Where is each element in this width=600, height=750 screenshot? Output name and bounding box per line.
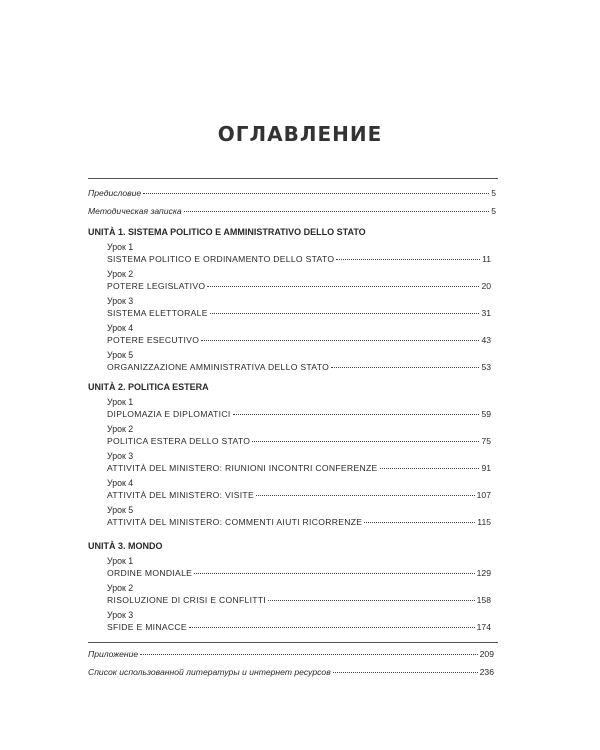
toc-entry[interactable] xyxy=(107,567,491,579)
dot-leader xyxy=(210,313,480,314)
dot-leader xyxy=(331,367,479,368)
entry-topic: POLITICA ESTERA DELLO STATO xyxy=(107,436,251,446)
entry-page: 59 xyxy=(481,409,491,419)
entry-topic: RISOLUZIONE DI CRISI E CONFLITTI xyxy=(107,595,267,605)
lesson-label: Урок 1 xyxy=(107,556,134,566)
toc-entry-bibliography[interactable] xyxy=(88,666,494,678)
toc-entry[interactable] xyxy=(107,621,491,633)
dot-leader xyxy=(143,193,489,194)
entry-page: 5 xyxy=(491,206,496,216)
unit-heading: UNITÀ 3. MONDO xyxy=(88,541,163,551)
toc-entry[interactable] xyxy=(107,489,491,501)
unit-heading: UNITÀ 2. POLITICA ESTERA xyxy=(88,382,209,392)
entry-topic: SISTEMA POLITICO E ORDINAMENTO DELLO STATO xyxy=(107,254,335,264)
entry-page: 31 xyxy=(481,308,491,318)
lesson-label: Урок 1 xyxy=(107,242,134,252)
lesson-label: Урок 3 xyxy=(107,451,134,461)
lesson-label: Урок 5 xyxy=(107,350,134,360)
entry-page: 11 xyxy=(482,254,491,264)
toc-entry[interactable] xyxy=(107,253,491,265)
entry-label: Предисловие xyxy=(88,188,142,198)
dot-leader xyxy=(256,495,475,496)
dot-leader xyxy=(336,259,480,260)
entry-page: 75 xyxy=(481,436,491,446)
toc-entry-methodical-note[interactable] xyxy=(88,205,496,217)
dot-leader xyxy=(364,522,475,523)
unit-heading: UNITÀ 1. SISTEMA POLITICO E AMMINISTRATIVO DELLO STATO xyxy=(88,227,366,237)
lesson-label: Урок 2 xyxy=(107,269,134,279)
dot-leader xyxy=(233,414,480,415)
divider-bottom xyxy=(88,642,498,643)
entry-page: 53 xyxy=(481,362,491,372)
lesson-label: Урок 2 xyxy=(107,583,134,593)
toc-entry[interactable] xyxy=(107,594,491,606)
page-title: ОГЛАВЛЕНИЕ xyxy=(217,122,383,146)
toc-entry-appendix[interactable] xyxy=(88,648,494,660)
entry-page: 174 xyxy=(476,622,491,632)
dot-leader xyxy=(252,441,479,442)
entry-page: 43 xyxy=(481,335,491,345)
entry-topic: SISTEMA ELETTORALE xyxy=(107,308,208,318)
entry-page: 209 xyxy=(479,649,494,659)
lesson-label: Урок 1 xyxy=(107,397,134,407)
entry-page: 5 xyxy=(491,188,496,198)
lesson-label: Урок 3 xyxy=(107,610,134,620)
dot-leader xyxy=(140,654,477,655)
dot-leader xyxy=(189,627,475,628)
entry-page: 236 xyxy=(479,667,494,677)
toc-entry-foreword[interactable] xyxy=(88,187,496,199)
dot-leader xyxy=(207,286,479,287)
toc-entry[interactable] xyxy=(107,408,491,420)
toc-entry[interactable] xyxy=(107,462,491,474)
toc-entry[interactable] xyxy=(107,334,491,346)
entry-label: Методическая записка xyxy=(88,206,182,216)
entry-page: 158 xyxy=(476,595,491,605)
entry-topic: ORDINE MONDIALE xyxy=(107,568,193,578)
dot-leader xyxy=(268,600,475,601)
entry-topic: ORGANIZZAZIONE AMMINISTRATIVA DELLO STATO xyxy=(107,362,330,372)
entry-topic: SFIDE E MINACCE xyxy=(107,622,187,632)
lesson-label: Урок 5 xyxy=(107,505,134,515)
entry-topic: DIPLOMAZIA E DIPLOMATICI xyxy=(107,409,231,419)
dot-leader xyxy=(201,340,479,341)
dot-leader xyxy=(194,573,474,574)
entry-page: 91 xyxy=(481,463,491,473)
dot-leader xyxy=(184,211,490,212)
entry-page: 107 xyxy=(476,490,491,500)
entry-page: 20 xyxy=(481,281,491,291)
entry-label: Список использованной литературы и интернет ресурсов xyxy=(88,667,331,677)
toc-entry[interactable] xyxy=(107,435,491,447)
toc-entry[interactable] xyxy=(107,280,491,292)
entry-topic: POTERE ESECUTIVO xyxy=(107,335,200,345)
entry-label: Приложение xyxy=(88,649,139,659)
entry-topic: ATTIVITÀ DEL MINISTERO: RIUNIONI INCONTRI CONFERENZE xyxy=(107,463,378,473)
lesson-label: Урок 4 xyxy=(107,323,134,333)
entry-page: 115 xyxy=(477,517,491,527)
entry-page: 129 xyxy=(476,568,491,578)
divider-top xyxy=(88,178,498,179)
lesson-label: Урок 3 xyxy=(107,296,134,306)
toc-entry[interactable] xyxy=(107,361,491,373)
entry-topic: ATTIVITÀ DEL MINISTERO: COMMENTI AIUTI RICORRENZE xyxy=(107,517,363,527)
lesson-label: Урок 4 xyxy=(107,478,134,488)
dot-leader xyxy=(333,672,478,673)
entry-topic: ATTIVITÀ DEL MINISTERO: VISITE xyxy=(107,490,254,500)
toc-entry[interactable] xyxy=(107,516,491,528)
lesson-label: Урок 2 xyxy=(107,424,134,434)
entry-topic: POTERE LEGISLATIVO xyxy=(107,281,206,291)
toc-entry[interactable] xyxy=(107,307,491,319)
dot-leader xyxy=(380,468,480,469)
